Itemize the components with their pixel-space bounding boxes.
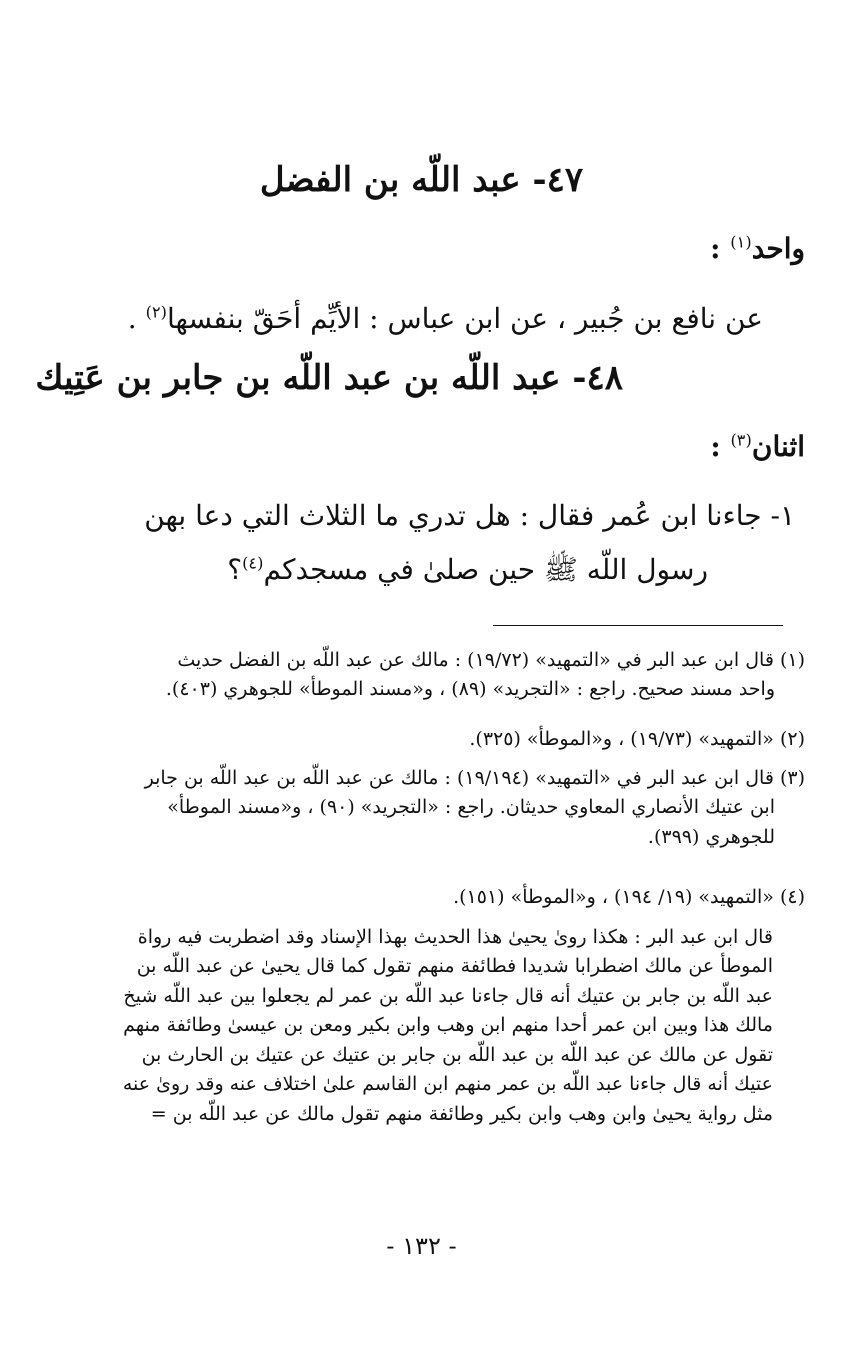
footnote-line: ابن عتيك الأنصاري المعاوي حديثان. راجع : «التجريد» (٩٠) ، و«مسند الموطأ» xyxy=(167,796,775,819)
footnote-line: للجوهري (٣٩٩). xyxy=(647,825,775,848)
entry-label-48 xyxy=(710,430,805,464)
hadith-tail: . xyxy=(127,302,146,335)
entry-label-47 xyxy=(710,232,805,266)
hadith-text: عن نافع بن جُبير ، عن ابن عباس : الأيِّم أحَقّ بنفسها xyxy=(167,302,763,335)
footnote-2 xyxy=(469,725,805,754)
footnote-line: (٤) «التمهيد» (١٩/ ١٩٤) ، و«الموطأ» (١٥١). xyxy=(453,886,805,908)
footnote-4 xyxy=(453,883,805,912)
label-text: اثنان xyxy=(751,430,805,463)
hadith-text: رسول اللّه ﷺ حين صلىٰ في مسجدكم xyxy=(263,553,708,586)
commentary-line: مثل رواية يحيىٰ وابن وهب وابن بكير وطائفة منهم تقول مالك عن عبد اللّه بن = xyxy=(150,1102,773,1125)
hadith-line xyxy=(227,551,708,589)
hadith-line xyxy=(128,300,763,338)
label-text: واحد xyxy=(751,232,805,265)
commentary-line: تقول عن مالك عن عبد اللّه بن عبد اللّه بن جابر بن عتيك عن عتيك بن الحارث بن xyxy=(141,1043,773,1066)
footnote-divider xyxy=(493,625,783,626)
commentary-line: مالك هذا وبين ابن عمر أحدا منهم ابن وهب وابن بكير ومعن بن عيسىٰ وطائفة منهم xyxy=(123,1014,773,1037)
footnote-line: (٣) قال ابن عبد البر في «التمهيد» (١٩/١٩٤) : مالك عن عبد اللّه بن عبد اللّه بن جابر xyxy=(144,767,805,789)
footnote-ref: (٣) xyxy=(730,430,752,450)
hadith-text: ١- جاءنا ابن عُمر فقال : هل تدري ما الثلاث التي دعا بهن xyxy=(144,499,795,532)
footnote-3 xyxy=(145,764,805,852)
footnote-ref: (١) xyxy=(730,232,752,252)
footnote-1 xyxy=(166,646,805,705)
commentary-line: قال ابن عبد البر : هكذا روىٰ يحيىٰ هذا الحديث بهذا الإسناد وقد اضطربت فيه رواة xyxy=(137,926,773,948)
commentary-line: عبد اللّه بن جابر بن عتيك أنه قال جاءنا عبد اللّه بن عمر لم يجعلوا بين عبد اللّه شيخ xyxy=(123,984,773,1007)
hadith-line xyxy=(144,497,795,535)
hadith-tail: ؟ xyxy=(227,553,243,586)
footnote-line: (١) قال ابن عبد البر في «التمهيد» (١٩/٧٢) : مالك عن عبد اللّه بن الفضل حديث xyxy=(177,649,805,671)
footnote-ref: (٤) xyxy=(242,553,264,573)
entry-heading-48: ٤٨- عبد اللّه بن عبد اللّه بن جابر بن عَتِيك xyxy=(35,358,623,398)
label-colon: : xyxy=(710,430,731,463)
label-colon: : xyxy=(710,232,731,265)
footnote-line: واحد مسند صحيح. راجع : «التجريد» (٨٩) ، و«مسند الموطأ» للجوهري (٤٠٣). xyxy=(165,678,775,701)
page-number: - ١٣٢ - xyxy=(386,1232,457,1260)
footnote-line: (٢) «التمهيد» (١٩/٧٣) ، و«الموطأ» (٣٢٥). xyxy=(469,728,805,750)
entry-heading-47: ٤٧- عبد اللّه بن الفضل xyxy=(259,160,584,200)
footnote-commentary xyxy=(33,923,773,1129)
commentary-line: عتيك أنه قال جاءنا عبد اللّه بن عمر منهم ابن القاسم علىٰ اختلاف عنه وقد روىٰ عنه xyxy=(122,1073,773,1096)
footnote-ref: (٢) xyxy=(145,302,168,322)
commentary-line: الموطأ عن مالك اضطرابا شديدا فطائفة منهم تقول كما قال يحيىٰ عن عبد اللّه بن xyxy=(136,955,773,978)
